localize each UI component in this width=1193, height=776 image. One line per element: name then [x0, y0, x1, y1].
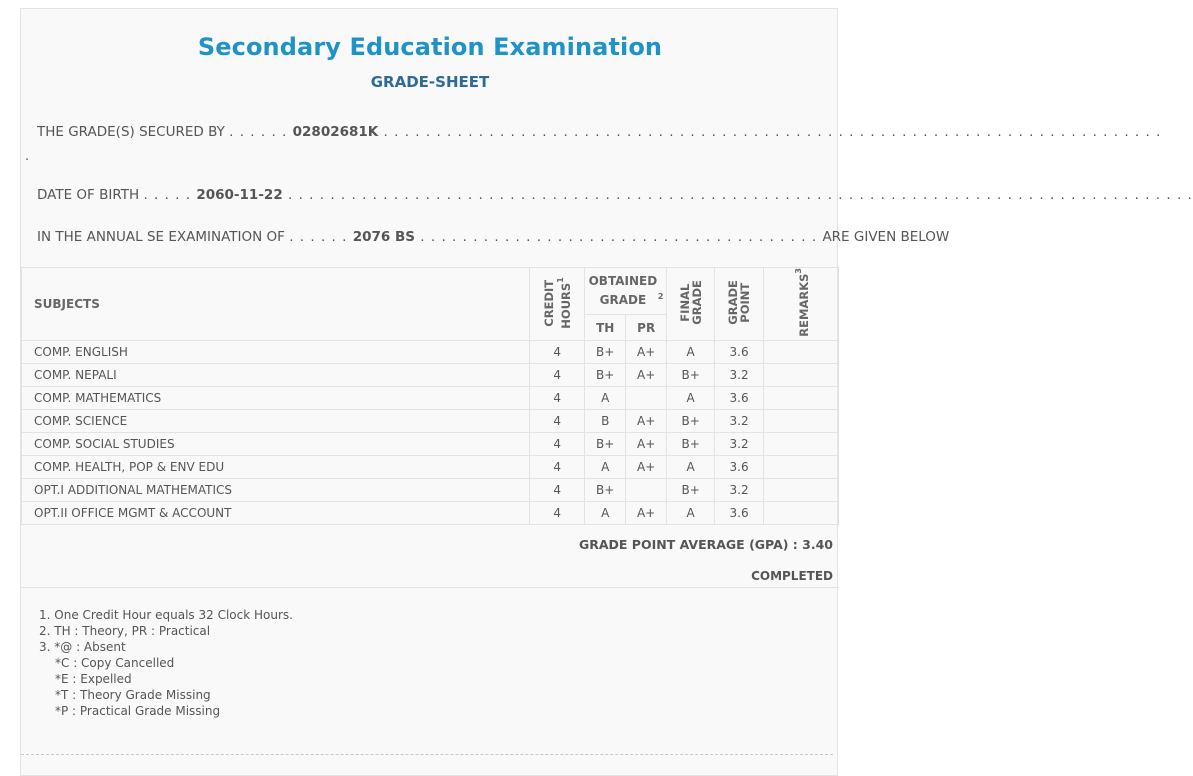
final-grade-cell: B+: [667, 409, 715, 432]
remarks-cell: [764, 478, 839, 501]
given-below-label: ARE GIVEN BELOW: [822, 229, 950, 245]
obtained-grade-header: OBTAINED GRADE $^2$: [585, 268, 667, 315]
th-grade-cell: A: [585, 386, 626, 409]
final-grade-cell: B+: [667, 432, 715, 455]
remarks-cell: [764, 409, 839, 432]
subject-cell: COMP. NEPALI: [22, 363, 530, 386]
footnote-3-theory-missing: *T : Theory Grade Missing: [55, 688, 211, 702]
th-grade-cell: B: [585, 409, 626, 432]
footnotes: [39, 607, 293, 719]
section-divider: [21, 587, 839, 588]
grade-point-cell: 3.6: [715, 386, 764, 409]
table-row: [22, 501, 839, 524]
credit-hours-cell: 4: [530, 478, 585, 501]
dob-value: 2060-11-22: [196, 187, 283, 203]
th-grade-cell: B+: [585, 432, 626, 455]
th-grade-cell: B+: [585, 340, 626, 363]
remarks-cell: [764, 432, 839, 455]
th-header: TH: [585, 315, 626, 340]
credit-hours-header: CREDIT HOURS$^1$: [530, 268, 585, 341]
footnote-1: 1. One Credit Hour equals 32 Clock Hours.: [39, 608, 293, 622]
final-grade-cell: A: [667, 455, 715, 478]
remarks-cell: [764, 340, 839, 363]
final-grade-cell: B+: [667, 478, 715, 501]
subject-cell: COMP. ENGLISH: [22, 340, 530, 363]
th-grade-cell: B+: [585, 478, 626, 501]
th-grade-cell: A: [585, 455, 626, 478]
grades-table: [21, 267, 839, 525]
grade-point-cell: 3.2: [715, 409, 764, 432]
credit-hours-header-text: CREDIT HOURS: [541, 278, 573, 329]
grade-point-cell: 3.6: [715, 455, 764, 478]
pr-grade-cell: A+: [626, 340, 667, 363]
exam-line: IN THE ANNUAL SE EXAMINATION OF . . . . . . 2076 BS . . . . . . . . . . . . . . . . . . . . . . . . . . . . . . . . . . . . . . ARE GIVEN BELOW: [37, 229, 950, 245]
table-row: [22, 340, 839, 363]
credit-hours-cell: 4: [530, 363, 585, 386]
footnote-3-expelled: *E : Expelled: [55, 672, 132, 686]
credit-hours-cell: 4: [530, 432, 585, 455]
grade-sheet: [20, 8, 1193, 776]
th-grade-cell: B+: [585, 363, 626, 386]
grade-rows: [22, 340, 839, 524]
table-row: [22, 363, 839, 386]
credit-hours-cell: 4: [530, 409, 585, 432]
grade-point-header: [715, 268, 764, 341]
subject-cell: OPT.II OFFICE MGMT & ACCOUNT: [22, 501, 530, 524]
symbol-number: 02802681K: [292, 124, 379, 140]
subject-cell: COMP. HEALTH, POP & ENV EDU: [22, 455, 530, 478]
subject-cell: COMP. MATHEMATICS: [22, 386, 530, 409]
subject-cell: COMP. SCIENCE: [22, 409, 530, 432]
pr-header: PR: [626, 315, 667, 340]
exam-label: IN THE ANNUAL SE EXAMINATION OF: [37, 229, 285, 245]
exam-year: 2076 BS: [352, 229, 415, 245]
dob-line: DATE OF BIRTH . . . . . 2060-11-22 . . . . . . . . . . . . . . . . . . . . . . . . . . . . . . . . . . . . . . . . . . . . . . . . . . . . . . . . . . . . . . . . . . . . . . . . . . . . . . . . . . . . . .: [37, 187, 1193, 203]
final-grade-header: [667, 268, 715, 341]
subjects-header: SUBJECTS: [22, 268, 530, 341]
page-title: Secondary Education Examination: [197, 33, 663, 61]
footnote-3-copy-cancelled: *C : Copy Cancelled: [55, 656, 175, 670]
footnote-3: 3. *@ : Absent: [39, 640, 126, 654]
secured-by-label: THE GRADE(S) SECURED BY: [37, 124, 225, 140]
table-row: [22, 455, 839, 478]
credit-hours-cell: 4: [530, 455, 585, 478]
credit-hours-cell: 4: [530, 340, 585, 363]
page-subtitle: GRADE-SHEET: [370, 73, 490, 91]
pr-grade-cell: [626, 386, 667, 409]
pr-grade-cell: A+: [626, 432, 667, 455]
subject-cell: COMP. SOCIAL STUDIES: [22, 432, 530, 455]
table-row: [22, 432, 839, 455]
dashed-divider: [21, 754, 833, 755]
table-row: [22, 409, 839, 432]
remarks-cell: [764, 501, 839, 524]
grade-point-cell: 3.2: [715, 363, 764, 386]
subject-cell: OPT.I ADDITIONAL MATHEMATICS: [22, 478, 530, 501]
pr-grade-cell: [626, 478, 667, 501]
final-grade-cell: A: [667, 501, 715, 524]
credit-hours-cell: 4: [530, 501, 585, 524]
grade-point-header-text: GRADE POINT: [726, 280, 753, 325]
grade-point-cell: 3.6: [715, 340, 764, 363]
th-grade-cell: A: [585, 501, 626, 524]
remarks-header-text: REMARKS: [796, 273, 811, 337]
remarks-cell: [764, 386, 839, 409]
grade-point-cell: 3.6: [715, 501, 764, 524]
footnote-2: 2. TH : Theory, PR : Practical: [39, 624, 211, 638]
table-header-row: [22, 268, 839, 315]
status-text: COMPLETED: [751, 569, 833, 583]
final-grade-cell: B+: [667, 363, 715, 386]
remarks-cell: [764, 455, 839, 478]
pr-grade-cell: A+: [626, 455, 667, 478]
footnote-3-practical-missing: *P : Practical Grade Missing: [55, 704, 221, 718]
secured-by-line: THE GRADE(S) SECURED BY . . . . . . 02802681K . . . . . . . . . . . . . . . . . . . . . . . . . . . . . . . . . . . . . . . . . . . . . . . . . . . . . . . . . . . . . . . . . . . . . . . . . .: [37, 124, 1162, 140]
gpa-summary: GRADE POINT AVERAGE (GPA) : 3.40: [578, 537, 833, 552]
remarks-header: REMARKS$^3$: [764, 268, 839, 341]
credit-hours-cell: 4: [530, 386, 585, 409]
final-grade-header-text: FINAL GRADE: [677, 280, 704, 325]
dob-label: DATE OF BIRTH: [37, 187, 140, 203]
remarks-cell: [764, 363, 839, 386]
grade-point-cell: 3.2: [715, 432, 764, 455]
grade-point-cell: 3.2: [715, 478, 764, 501]
dot-separator: .: [25, 149, 30, 164]
obtained-grade-header-text: OBTAINED GRADE: [588, 274, 658, 308]
final-grade-cell: A: [667, 386, 715, 409]
final-grade-cell: A: [667, 340, 715, 363]
pr-grade-cell: A+: [626, 501, 667, 524]
table-row: [22, 386, 839, 409]
pr-grade-cell: A+: [626, 409, 667, 432]
pr-grade-cell: A+: [626, 363, 667, 386]
table-row: [22, 478, 839, 501]
